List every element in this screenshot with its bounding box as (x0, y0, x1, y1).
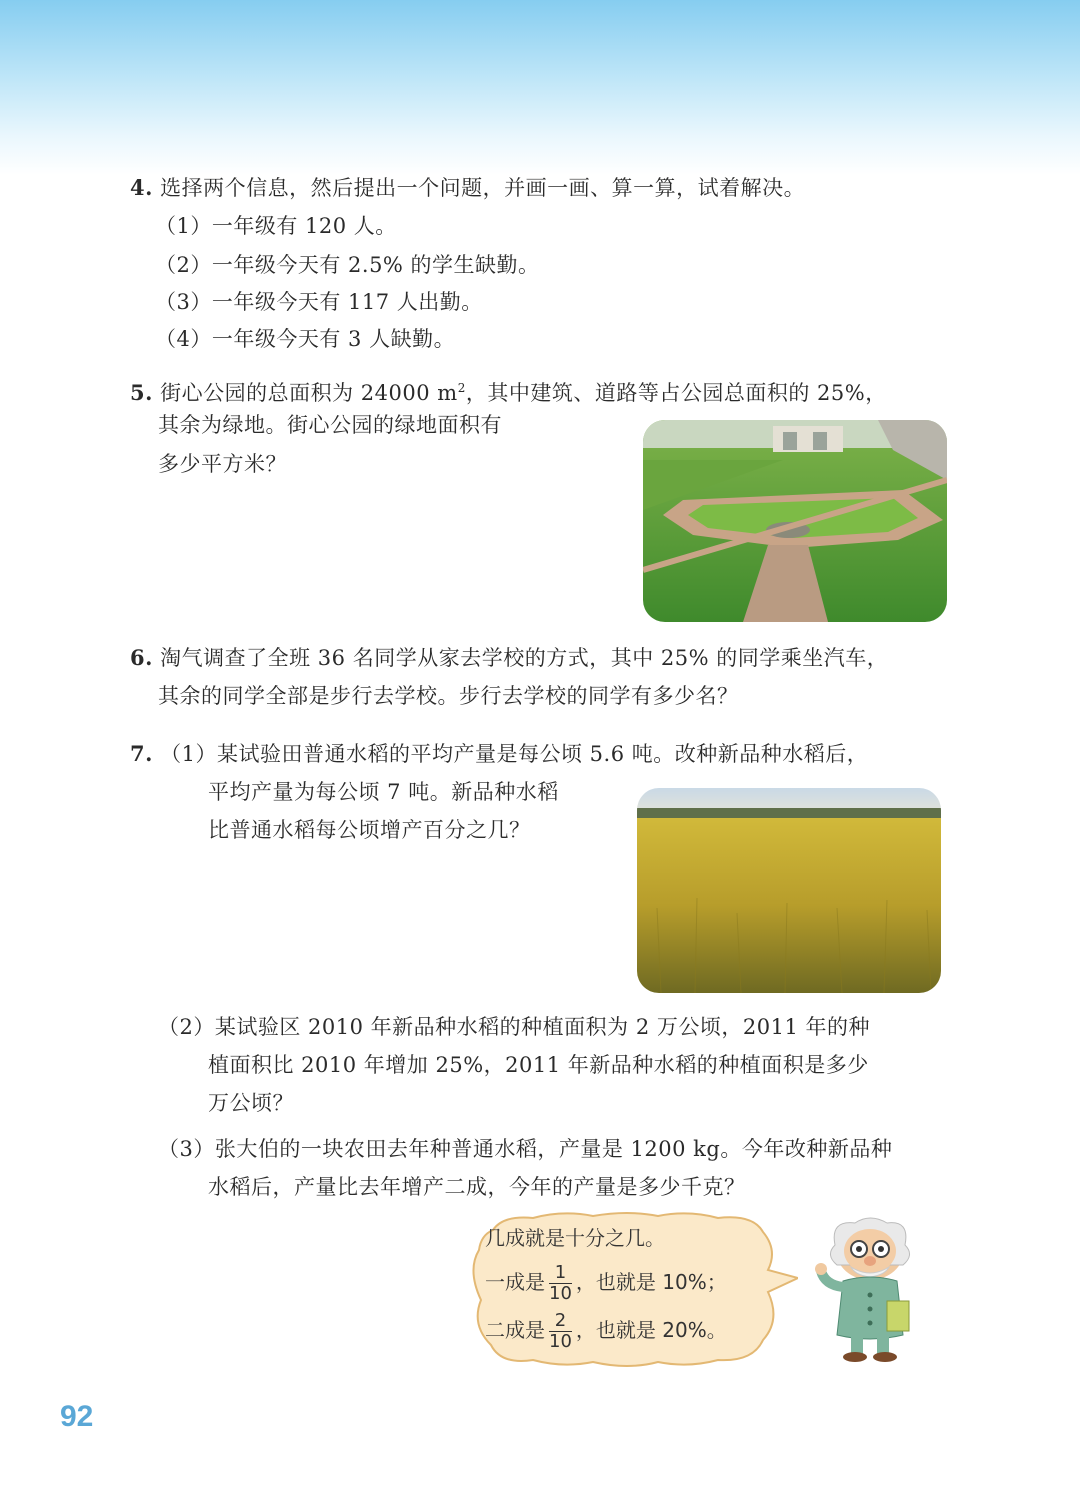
problem-7-part-2-line-3: 万公顷？ (208, 1091, 294, 1115)
problem-5-line-2: 其余为绿地。街心公园的绿地面积有 (158, 413, 502, 437)
bubble-line-1: 几成就是十分之几。 (485, 1226, 665, 1250)
problem-7-part-1-line-1: 7. （1）某试验田普通水稻的平均产量是每公顷 5.6 吨。改种新品种水稻后， (130, 741, 869, 766)
problem-5-line-3: 多少平方米？ (158, 452, 287, 476)
problem-4-item-3: （3）一年级今天有 117 人出勤。 (155, 290, 483, 314)
problem-6-line-1: 6. 淘气调查了全班 36 名同学从家去学校的方式，其中 25% 的同学乘坐汽车， (130, 645, 889, 670)
rice-field-photo (637, 788, 941, 993)
problem-7-part-2-line-1: （2）某试验区 2010 年新品种水稻的种植面积为 2 万公顷，2011 年的种 (158, 1015, 870, 1039)
problem-4-item-2: （2）一年级今天有 2.5% 的学生缺勤。 (155, 253, 540, 277)
hint-speech-bubble (463, 1210, 798, 1370)
fraction-two-tenths: $\frac{2}{10}$ (549, 1310, 572, 1352)
professor-illustration (815, 1215, 925, 1365)
header-band (0, 0, 1080, 175)
bubble-line-2: 一成是 $\frac{1}{10}$ ，也就是 10%； (485, 1262, 727, 1304)
professor-character (815, 1215, 925, 1365)
fraction-one-tenth: $\frac{1}{10}$ (549, 1262, 572, 1304)
problem-7-part-3-line-2: 水稻后，产量比去年增产二成，今年的产量是多少千克？ (208, 1175, 746, 1199)
bubble-line-3: 二成是 $\frac{2}{10}$ ，也就是 20%。 (485, 1310, 727, 1352)
rice-field-illustration (637, 788, 941, 993)
problem-7-part-1-line-3: 比普通水稻每公顷增产百分之几？ (208, 818, 531, 842)
problem-4-item-4: （4）一年级今天有 3 人缺勤。 (155, 327, 456, 351)
problem-7-part-1-line-2: 平均产量为每公顷 7 吨。新品种水稻 (208, 780, 559, 804)
problem-5-line-1: 5. 街心公园的总面积为 24000 $m^2$，其中建筑、道路等占公园总面积的 25%， (130, 380, 887, 405)
page-number: 92 (60, 1400, 94, 1433)
park-photo (643, 420, 947, 622)
park-illustration (643, 420, 947, 622)
problem-7-part-2-line-2: 植面积比 2010 年增加 25%，2011 年新品种水稻的种植面积是多少 (208, 1053, 869, 1077)
problem-6-line-2: 其余的同学全部是步行去学校。步行去学校的同学有多少名？ (158, 684, 739, 708)
problem-4-item-1: （1）一年级有 120 人。 (155, 214, 397, 238)
problem-7-part-3-line-1: （3）张大伯的一块农田去年种普通水稻，产量是 1200 kg。今年改种新品种 (158, 1137, 893, 1161)
problem-4-stem: 4. 选择两个信息，然后提出一个问题，并画一画、算一算，试着解决。 (130, 175, 806, 200)
